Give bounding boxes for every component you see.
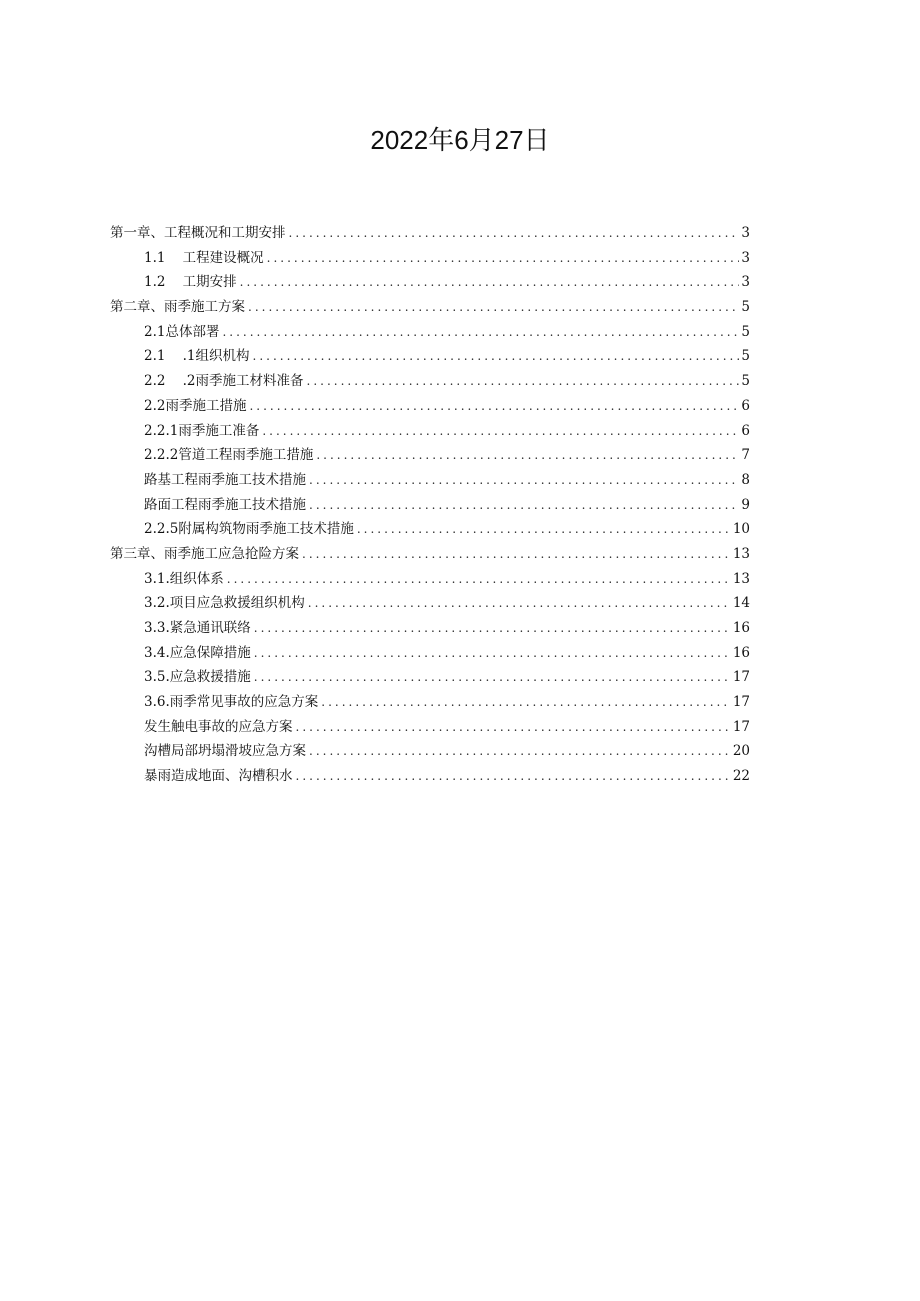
toc-dot-leader: [296, 715, 731, 740]
toc-entry-title: 第三章、雨季施工应急抢险方案: [110, 545, 299, 562]
toc-entry[interactable]: [110, 221, 750, 246]
toc-page-number: 5: [741, 299, 750, 316]
toc-entry[interactable]: [110, 443, 750, 468]
toc-page-number: 13: [732, 545, 750, 562]
toc-dot-leader: [262, 419, 739, 444]
toc-entry[interactable]: [110, 270, 750, 295]
toc-page-number: 16: [732, 644, 750, 661]
toc-entry-title: 暴雨造成地面、沟槽积水: [144, 768, 293, 785]
toc-entry[interactable]: [110, 419, 750, 444]
toc-entry-title: 2.2雨季施工措施: [144, 397, 247, 414]
toc-entry-title: 2.1总体部署: [144, 323, 220, 340]
toc-entry[interactable]: [110, 715, 750, 740]
toc-entry[interactable]: [110, 369, 750, 394]
toc-dot-leader: [254, 641, 731, 666]
toc-page-number: 3: [741, 249, 750, 266]
toc-page-number: 9: [741, 496, 750, 513]
toc-page-number: 7: [741, 447, 750, 464]
date-heading: 2022年6月27日: [370, 125, 550, 155]
toc-entry-title: 2.1 .1组织机构: [144, 348, 250, 365]
toc-entry-title: 2.2.1雨季施工准备: [144, 422, 260, 439]
toc-entry[interactable]: [110, 517, 750, 542]
toc-entry-title: 3.2.项目应急救援组织机构: [144, 595, 305, 612]
toc-page-number: 5: [741, 323, 750, 340]
toc-page-number: 8: [741, 471, 750, 488]
toc-entry-title: 路面工程雨季施工技术措施: [144, 496, 306, 513]
toc-entry-title: 1.1 工程建设概况: [144, 249, 264, 266]
toc-dot-leader: [227, 567, 731, 592]
toc-dot-leader: [296, 764, 731, 789]
toc-page-number: 16: [732, 620, 750, 636]
toc-dot-leader: [248, 295, 739, 320]
toc-page-number: 17: [732, 718, 750, 735]
toc-page-number: 17: [732, 669, 750, 686]
toc-entry[interactable]: [110, 542, 750, 567]
toc-entry[interactable]: [110, 739, 750, 764]
toc-dot-leader: [249, 394, 739, 419]
toc-entry-title: 3.5.应急救援措施: [144, 669, 251, 686]
toc-entry[interactable]: [110, 641, 750, 666]
toc-dot-leader: [357, 517, 731, 542]
toc-dot-leader: [254, 616, 731, 641]
toc-entry[interactable]: [110, 591, 750, 616]
toc-page-number: 3: [741, 225, 750, 241]
toc-entry[interactable]: [110, 295, 750, 320]
toc-page-number: 10: [732, 521, 750, 538]
toc-dot-leader: [309, 739, 731, 764]
toc-entry[interactable]: [110, 344, 750, 369]
toc-dot-leader: [253, 344, 740, 369]
toc-entry-title: 3.1.组织体系: [144, 570, 224, 587]
toc-dot-leader: [240, 270, 740, 295]
toc-entry[interactable]: [110, 665, 750, 690]
toc-entry[interactable]: [110, 394, 750, 419]
toc-page-number: 17: [732, 694, 750, 711]
toc-dot-leader: [222, 320, 739, 345]
toc-entry-title: 第二章、雨季施工方案: [110, 299, 245, 316]
toc-dot-leader: [267, 246, 740, 271]
toc-entry-title: 沟槽局部坍塌滑坡应急方案: [144, 743, 306, 760]
toc-dot-leader: [321, 690, 731, 715]
toc-entry[interactable]: [110, 764, 750, 789]
toc-entry-title: 2.2.5附属构筑物雨季施工技术措施: [144, 521, 354, 538]
toc-dot-leader: [308, 591, 731, 616]
toc-entry-title: 3.4.应急保障措施: [144, 644, 251, 661]
toc-entry-title: 第一章、工程概况和工期安排: [110, 225, 286, 241]
toc-page-number: 13: [732, 570, 750, 587]
toc-entry-title: 3.3.紧急通讯联络: [144, 620, 251, 636]
toc-page-number: 14: [732, 595, 750, 612]
toc-dot-leader: [316, 443, 739, 468]
toc-dot-leader: [289, 221, 740, 246]
toc-entry-title: 发生触电事故的应急方案: [144, 718, 293, 735]
toc-dot-leader: [309, 468, 739, 493]
toc-entry[interactable]: [110, 690, 750, 715]
toc-entry[interactable]: [110, 320, 750, 345]
toc-dot-leader: [254, 665, 731, 690]
toc-entry[interactable]: [110, 616, 750, 641]
toc-page-number: 5: [741, 373, 750, 390]
toc-entry[interactable]: [110, 567, 750, 592]
toc-entry[interactable]: [110, 246, 750, 271]
toc-entry-title: 2.2.2管道工程雨季施工措施: [144, 447, 314, 464]
toc-page-number: 3: [741, 274, 750, 291]
toc-entry-title: 2.2 .2雨季施工材料准备: [144, 373, 304, 390]
toc-page-number: 6: [741, 422, 750, 439]
table-of-contents: [110, 221, 750, 789]
toc-page-number: 5: [741, 348, 750, 365]
toc-dot-leader: [309, 493, 739, 518]
toc-entry[interactable]: [110, 493, 750, 518]
toc-entry[interactable]: [110, 468, 750, 493]
toc-dot-leader: [302, 542, 731, 567]
toc-dot-leader: [307, 369, 740, 394]
toc-page-number: 6: [741, 397, 750, 414]
toc-entry-title: 3.6.雨季常见事故的应急方案: [144, 694, 319, 711]
toc-page-number: 20: [732, 743, 750, 760]
toc-page-number: 22: [732, 768, 750, 785]
toc-entry-title: 1.2 工期安排: [144, 274, 237, 291]
toc-entry-title: 路基工程雨季施工技术措施: [144, 471, 306, 488]
